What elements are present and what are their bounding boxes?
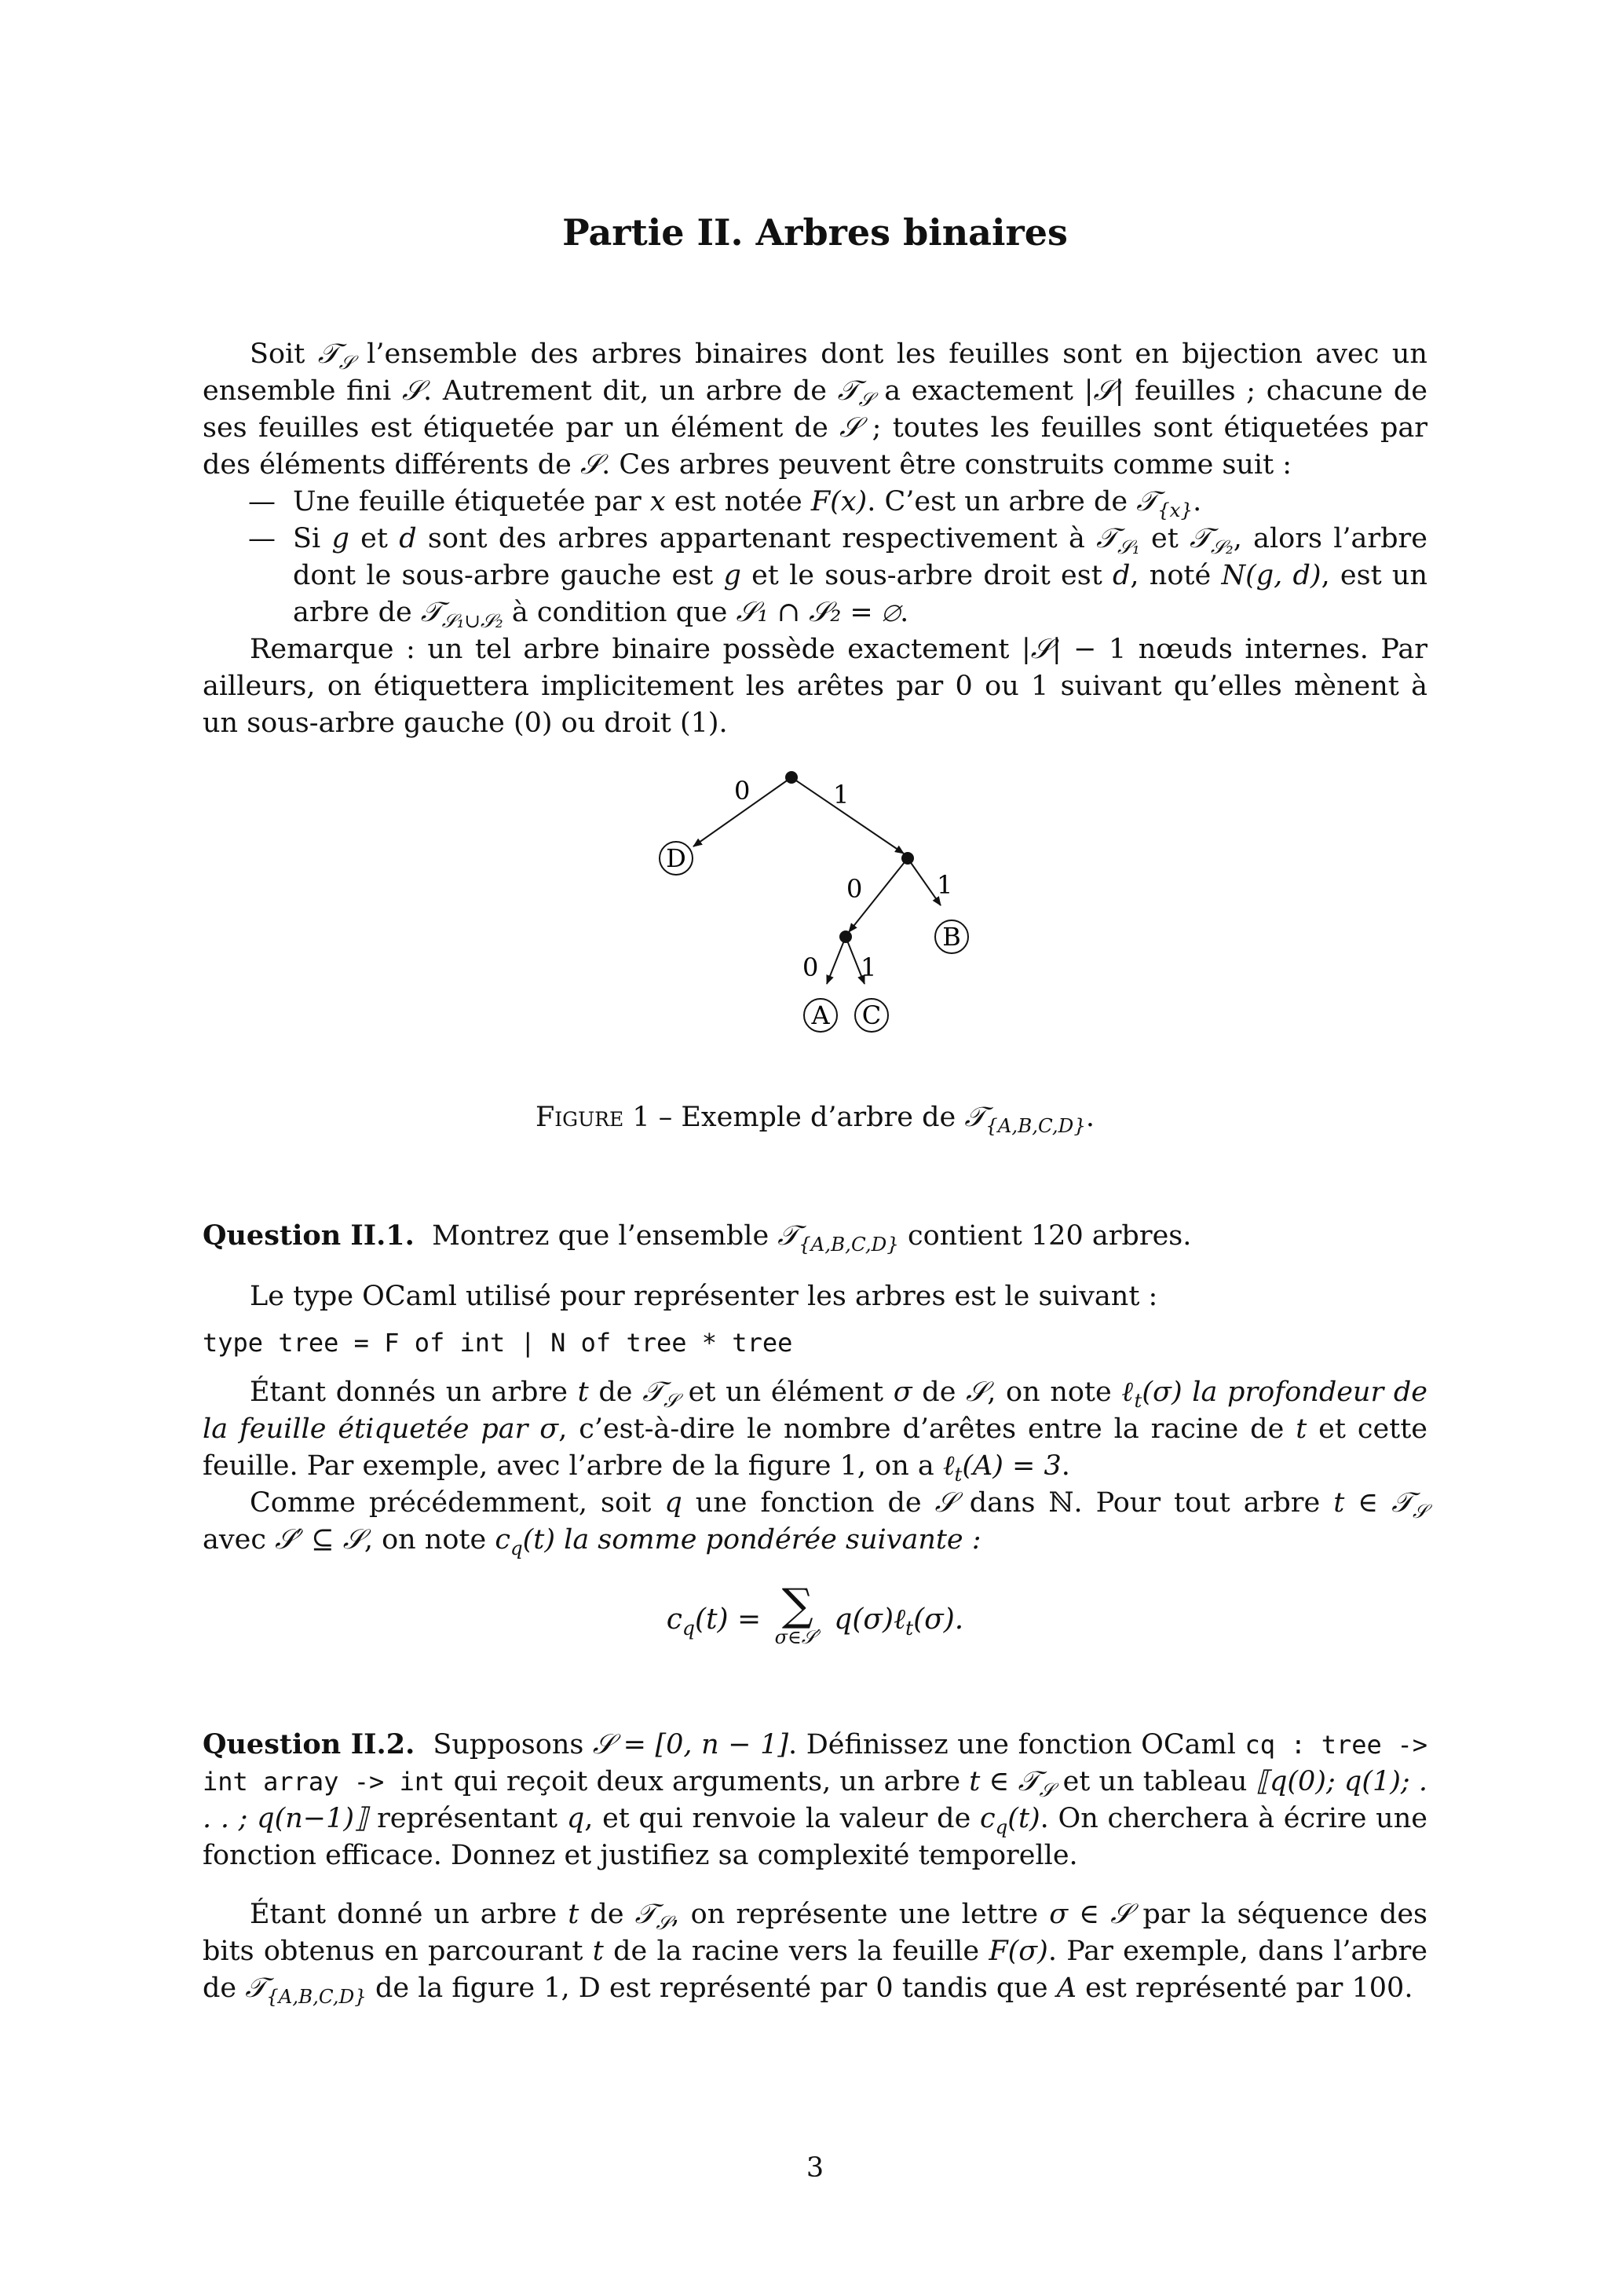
- construction-list: [203, 484, 1427, 631]
- edge-label: 0: [802, 952, 819, 982]
- figure-caption: Figure 1 – Exemple d’arbre de 𝒯$_{\{A,B,C,D\}}$.: [535, 1102, 1095, 1137]
- weighted-sum-formula: $c_q(t)$ = ∑ σ∈𝒮′ q(σ)ℓ$_t$(σ).: [666, 1580, 964, 1648]
- internal-node: [901, 852, 914, 865]
- edge-n2-to-A: [827, 937, 846, 984]
- edge-label: 1: [937, 870, 953, 900]
- ocaml-block: [203, 1278, 1427, 1362]
- intro-paragraph: Soit 𝒯$_𝒮$ l’ensemble des arbres binaires dont les feuilles sont en bijection avec un ensemble fini 𝒮. Autrement dit, un arbre de 𝒯$_𝒮$ a exactement |𝒮| feuilles ; chacune de ses feuilles est étiquetée par un élément de 𝒮 ; toutes les feuilles sont étiquetées par des éléments différents de 𝒮. Ces arbres peuvent être construits comme suit :: [203, 338, 1427, 481]
- encoding-paragraph: Étant donné un arbre t de 𝒯$_𝒮$, on représente une lettre σ ∈ 𝒮 par la séquence des bits obtenus en parcourant t de la racine vers la feuille F(σ). Par exemple, dans l’arbre de 𝒯$_{\{A,B,C,D\}}$ de la figure 1, D est représenté par 0 tandis que A est représenté par 100.: [203, 1899, 1427, 2008]
- tree-figure: [203, 754, 1427, 1052]
- depth-paragraph: Étant donnés un arbre t de 𝒯$_𝒮$ et un élément σ de 𝒮, on note ℓ$_t$(σ) la profondeur de la feuille étiquetée par σ, c’est-à-dire le nombre d’arêtes entre la racine de t et cette feuille. Par exemple, avec l’arbre de la figure 1, on a ℓ$_t$(A) = 3.: [203, 1377, 1428, 1486]
- leaf-C-label: C: [861, 1000, 882, 1030]
- root-node: [785, 771, 798, 784]
- page-number: 3: [806, 2152, 824, 2184]
- list-item: — Si g et d sont des arbres appartenant respectivement à 𝒯$_{𝒮_1}$ et 𝒯$_{𝒮_2}$, alors l’arbre dont le sous-arbre gauche est g et le sous-arbre droit est d, noté N(g, d), est un arbre de 𝒯$_{𝒮_1\cup 𝒮_2}$ à condition que 𝒮₁ ∩ 𝒮₂ = ∅.: [248, 523, 1428, 632]
- list-item: — Une feuille étiquetée par x est notée F(x). C’est un arbre de 𝒯$_{\{x\}}$.: [248, 486, 1202, 521]
- question-label: Question II.2.: [203, 1728, 415, 1760]
- encoding-paragraph-block: [203, 1896, 1427, 2007]
- edge-label: 1: [861, 952, 877, 982]
- question-II-2: Question II.2. Supposons 𝒮 = [0, n − 1]. Définissez une fonction OCaml cq : tree -> int array -> int qui reçoit deux arguments, un arbre t ∈ 𝒯$_𝒮$ et un tableau ⟦q(0); q(1); . . . ; q(n−1)⟧ représentant q, et qui renvoie la valeur de $c_q(t)$. On cherchera à écrire une fonction efficace. Donnez et justifiez sa complexité temporelle.: [203, 1728, 1428, 1871]
- internal-node: [839, 930, 852, 943]
- edge-label: 0: [846, 874, 863, 904]
- intro-block: [203, 336, 1427, 742]
- edge-label: 1: [833, 780, 850, 810]
- ocaml-intro: Le type OCaml utilisé pour représenter les arbres est le suivant :: [250, 1281, 1158, 1312]
- section-title: Partie II. Arbres binaires: [562, 211, 1068, 254]
- weighted-sum-paragraph: Comme précédemment, soit q une fonction de 𝒮 dans ℕ. Pour tout arbre t ∈ 𝒯$_𝒮$ avec 𝒮′ ⊆ 𝒮, on note $c_q(t)$ la somme pondérée suivante :: [203, 1487, 1427, 1559]
- question-II-1: Question II.1. Montrez que l’ensemble 𝒯$_{\{A,B,C,D\}}$ contient 120 arbres.: [203, 1219, 1192, 1256]
- depth-block: [203, 1374, 1427, 1559]
- leaf-B-label: B: [942, 922, 961, 952]
- remark-paragraph: Remarque : un tel arbre binaire possède exactement |𝒮| − 1 nœuds internes. Par ailleurs, on étiquettera implicitement les arêtes par 0 ou 1 suivant qu’elles mènent à un sous-arbre gauche (0) ou droit (1).: [203, 634, 1427, 739]
- question-label: Question II.1.: [203, 1219, 415, 1252]
- leaf-A-label: A: [811, 1000, 830, 1030]
- ocaml-type-code: type tree = F of int | N of tree * tree: [203, 1328, 793, 1358]
- edge-n1-to-B: [908, 858, 941, 905]
- leaf-D-label: D: [666, 843, 686, 873]
- edge-label: 0: [734, 776, 751, 806]
